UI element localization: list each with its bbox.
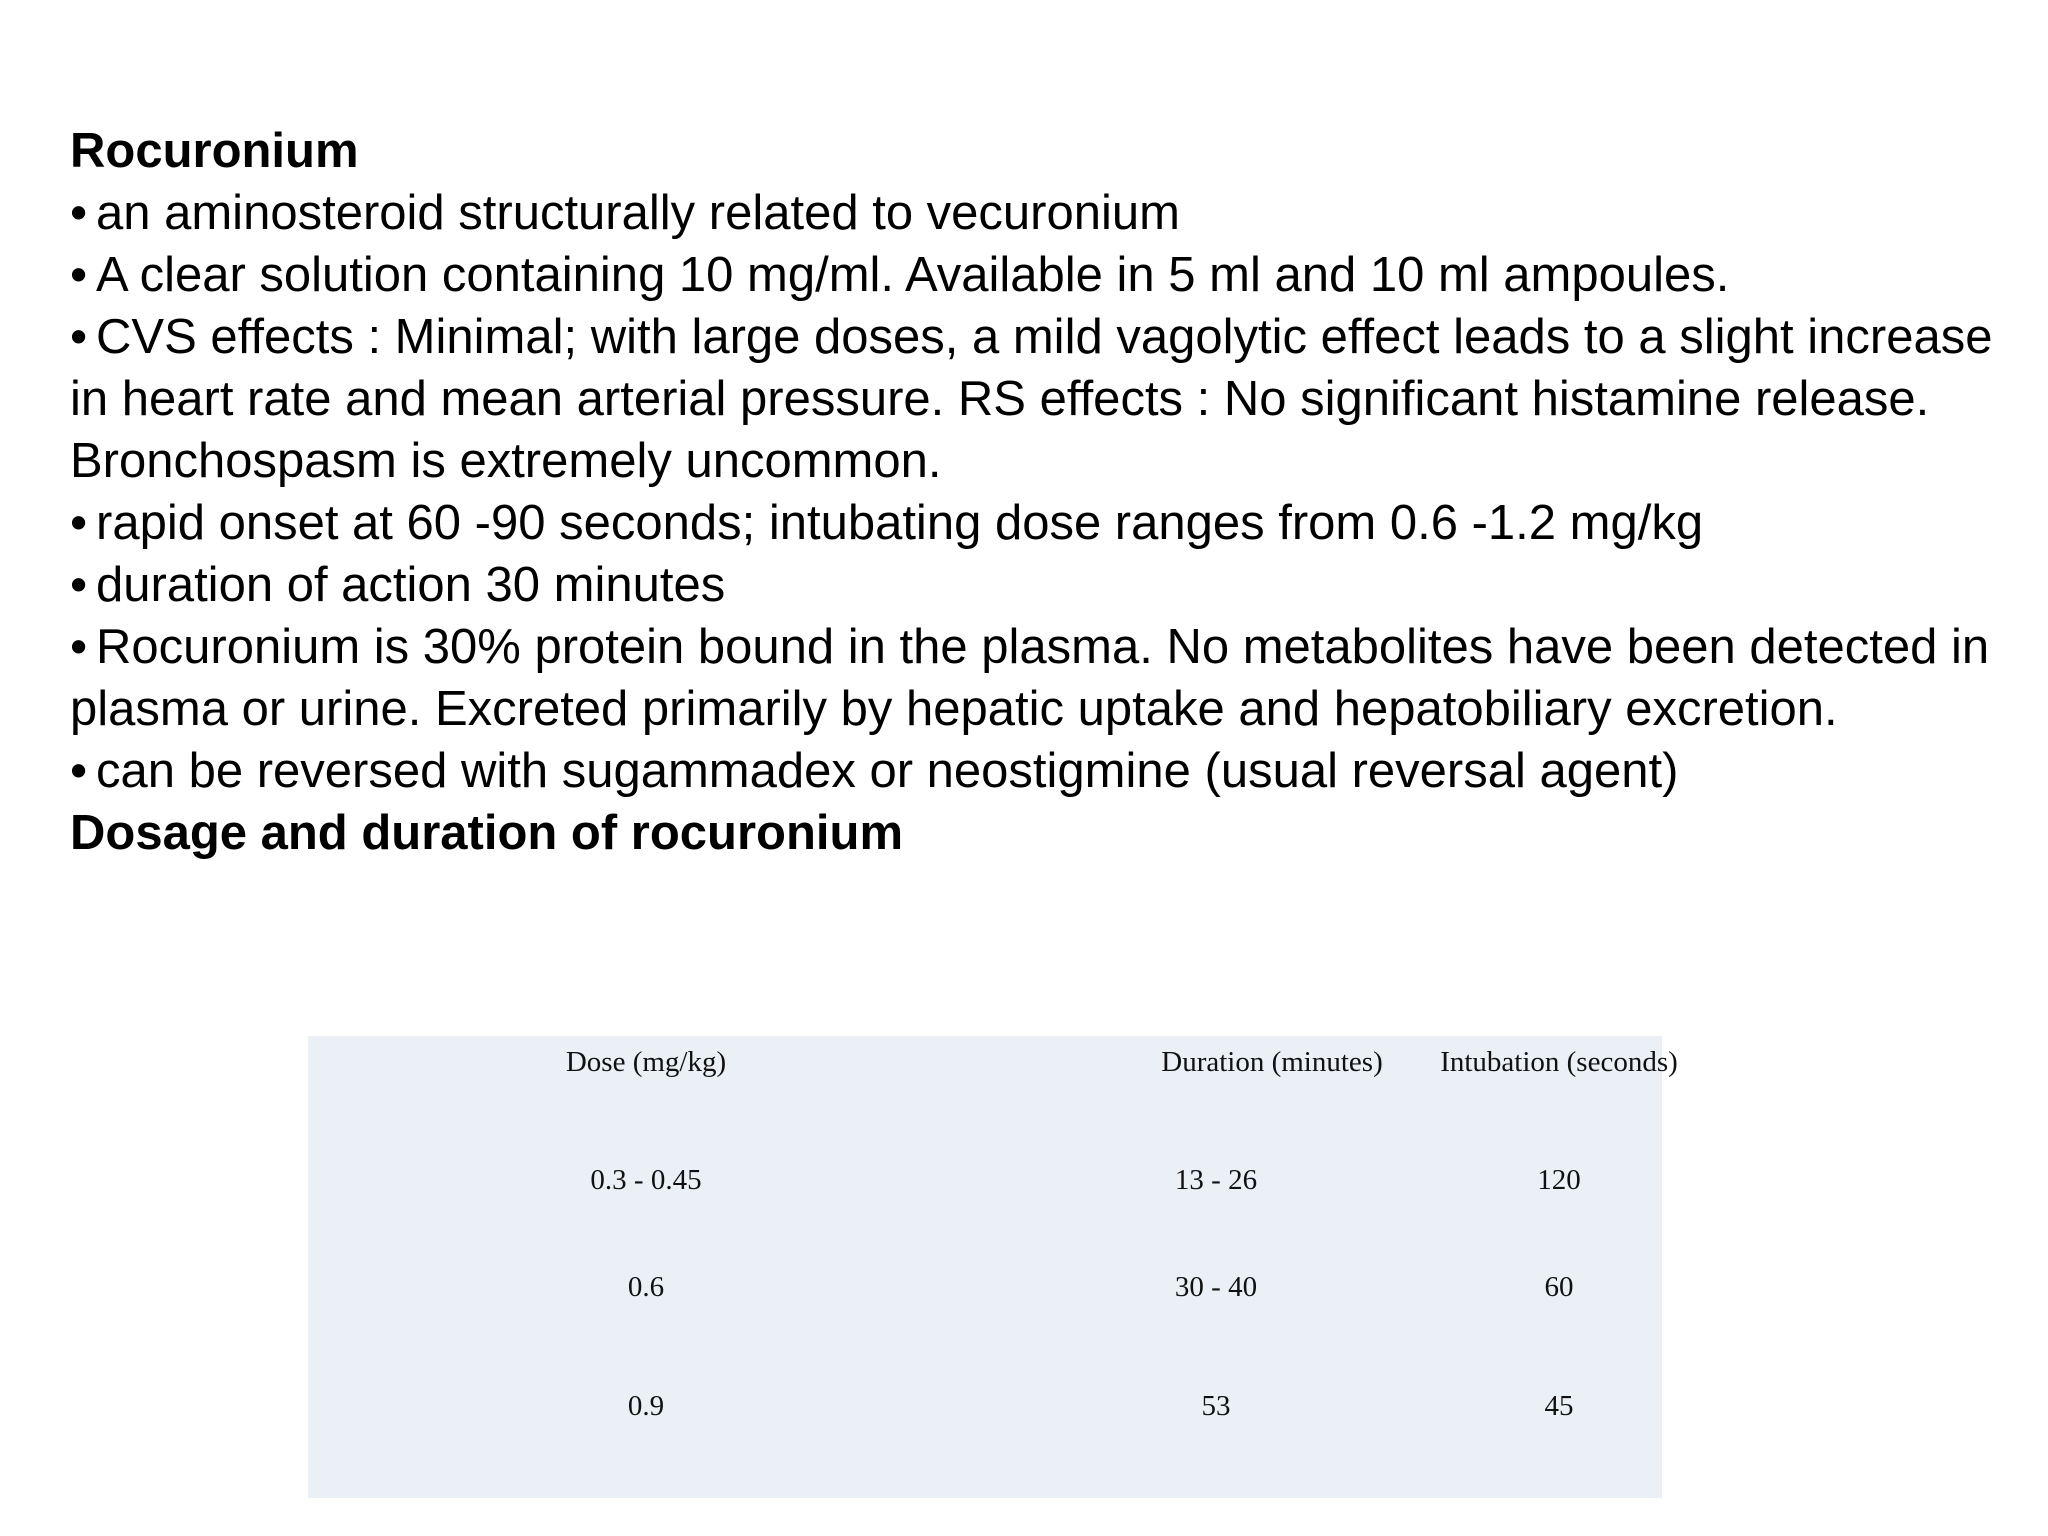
bullet-text: A clear solution containing 10 mg/ml. Available in 5 ml and 10 ml ampoules.	[96, 248, 1730, 302]
bullet-icon: •	[70, 744, 88, 798]
bullet-icon: •	[70, 248, 88, 302]
table-heading: Dosage and duration of rocuronium	[70, 806, 904, 860]
bullet-text: duration of action 30 minutes	[96, 558, 726, 612]
bullet-list	[70, 182, 2000, 802]
bullet-text: an aminosteroid structurally related to vecuronium	[96, 186, 1180, 240]
list-item	[70, 492, 2000, 554]
table-cell-intubation: 45	[1544, 1390, 1574, 1422]
bullet-text: rapid onset at 60 -90 seconds; intubating dose ranges from 0.6 -1.2 mg/kg	[96, 496, 1704, 550]
dosage-table	[308, 1036, 1678, 1498]
slide-content	[70, 120, 2000, 864]
bullet-text: Rocuronium is 30% protein bound in the plasma. No metabolites have been detected in plasma or urine. Excreted primarily by hepatic uptake and hepatobiliary excretion.	[70, 620, 1990, 736]
bullet-text: CVS effects : Minimal; with large doses, a mild vagolytic effect leads to a slight increase in heart rate and mean arterial pressure. RS effects : No significant histamine release. Bronchospasm is extremely uncommon.	[70, 310, 1993, 488]
bullet-icon: •	[70, 620, 88, 674]
table-header-duration: Duration (minutes)	[1161, 1046, 1383, 1078]
table-cell-intubation: 120	[1537, 1164, 1581, 1196]
list-item	[70, 244, 2000, 306]
table-cell-duration: 53	[1201, 1390, 1231, 1422]
bullet-icon: •	[70, 310, 88, 364]
table-cell-dose: 0.9	[627, 1390, 665, 1422]
table-header-dose: Dose (mg/kg)	[565, 1046, 727, 1078]
page-title: Rocuronium	[70, 124, 359, 178]
table-cell-duration: 13 - 26	[1174, 1164, 1258, 1196]
table-cell-dose: 0.6	[627, 1271, 665, 1303]
list-item	[70, 306, 2000, 492]
bullet-text: can be reversed with sugammadex or neostigmine (usual reversal agent)	[96, 744, 1679, 798]
bullet-icon: •	[70, 558, 88, 612]
bullet-icon: •	[70, 186, 88, 240]
list-item	[70, 616, 2000, 740]
list-item	[70, 740, 2000, 802]
table-cell-dose: 0.3 - 0.45	[590, 1164, 702, 1196]
list-item	[70, 182, 2000, 244]
table-cell-duration: 30 - 40	[1174, 1271, 1258, 1303]
bullet-icon: •	[70, 496, 88, 550]
list-item	[70, 554, 2000, 616]
table-header-intubation: Intubation (seconds)	[1440, 1046, 1678, 1078]
table-cell-intubation: 60	[1544, 1271, 1574, 1303]
